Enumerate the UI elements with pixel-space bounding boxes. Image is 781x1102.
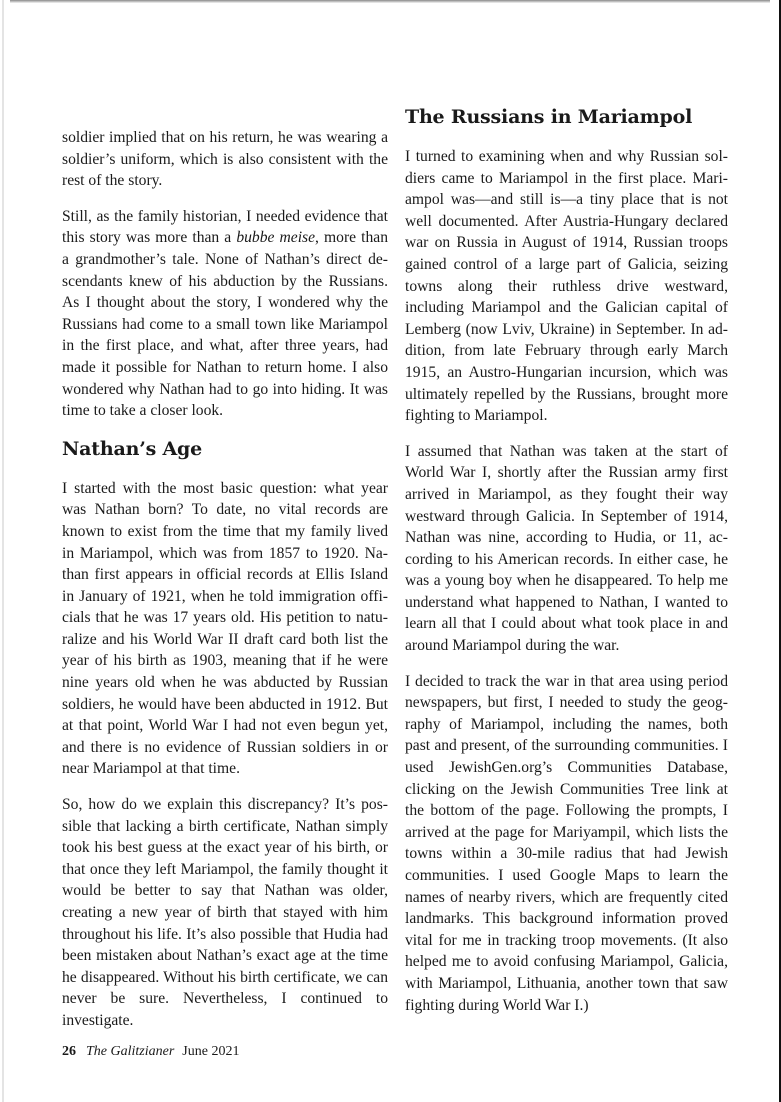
page-footer [62, 1044, 239, 1060]
paragraph-family-historian [62, 206, 388, 422]
right-column [405, 104, 728, 1030]
page-left-edge [2, 0, 4, 1102]
paragraph-text-before: Still, as the family historian, I needed evidence that this story was more than a [62, 207, 388, 247]
section-heading-russians-in-mariampol: The Russians in Mariampol [405, 106, 693, 128]
page-top-edge-shadow [10, 0, 770, 3]
paragraph-text-after: , more than a grandmother’s tale. None of Nathan’s direct descendants knew of his abduction by the Russians. As I thought about the story, I wondered why the Russians had come to a small town like Mariampol in the first place, and what, after three years, had made it possible for Nathan to return home. I also wondered why Nathan had to go into hiding. It was time to take a closer look. [62, 229, 388, 420]
publication-name: The Galitzianer [86, 1044, 175, 1059]
paragraph-soldier-uniform: soldier implied that on his return, he was wearing a soldier’s uniform, which is also consistent with the rest of the story. [62, 129, 388, 190]
paragraph-discrepancy: So, how do we explain this discrepancy? It’s possible that lacking a birth certificate, Nathan simply took his best guess at the exact year of his birth, or that once they left Mariampol, the family thought it would be better to say that Nathan was older, creating a new year of birth that stayed with him throughout his life. It’s also possible that Hudia had been mistaken about Nathan’s exact age at the time he disappeared. Without his birth certificate, we can never be sure. Nevertheless, I continued to investigate. [62, 796, 388, 1029]
paragraph-start-of-war: I assumed that Nathan was taken at the start of World War I, shortly after the Russian army first arrived in Mariampol, as they fought their way westward through Galicia. In September of 1914, Nathan was nine, according to Hudia, or 11, according to his American records. In either case, he was a young boy when he disappeared. To help me understand what happened to Nathan, I wanted to learn all that I could about what took place in and around Mariampol during the war. [405, 442, 728, 655]
page-number: 26 [62, 1044, 76, 1059]
paragraph-tracking-war: I decided to track the war in that area using period newspapers, but first, I needed to study the geography of Mariampol, including the names, both past and present, of the surrounding communities. I used JewishGen.org’s Communities Database, clicking on the Jewish Communities Tree link at the bottom of the page. Following the prompts, I arrived at the page for Mariyampil, which lists the towns within a 30-mile radius that had Jewish communities. I used Google Maps to learn the names of nearby rivers, which are frequently cited landmarks. This background information proved vital for me in tracking troop movements. (It also helped me to avoid confusing Mariampol, Galicia, with Mariampol, Lithuania, another town that saw fighting during World War I.) [405, 672, 728, 1014]
left-column [62, 127, 388, 1046]
paragraph-birth-year-question: I started with the most basic question: what year was Nathan born? To date, no vital records are known to exist from the time that my family lived in Mariampol, which was from 1857 to 1920. Nathan first appears in official records at Ellis Island in January of 1921, when he told immigration officials that he was 17 years old. His petition to naturalize and his World War II draft card both list the year of his birth as 1903, meaning that if he were nine years old when he was abducted by Russian soldiers, he would have been abducted in 1912. But at that point, World War I had not even begun yet, and there is no evidence of Russian soldiers in or near Mariampol at that time. [62, 479, 388, 778]
issue-date: June 2021 [182, 1044, 240, 1059]
paragraph-russian-soldiers: I turned to examining when and why Russian soldiers came to Mariampol in the first place. Mariampol was—and still is—a tiny place that is not well documented. After Austria-Hungary declared war on Russia in August of 1914, Russian troops gained control of a large part of Galicia, seizing towns along their ruthless drive westward, including Mariampol and the Galician capital of Lemberg (now Lviv, Ukraine) in September. In addition, from late February through early March 1915, an Austro-Hungarian incursion, which was ultimately repelled by the Russians, brought more fighting to Mariampol. [405, 148, 728, 425]
section-heading-nathans-age: Nathan’s Age [62, 437, 203, 460]
italic-term-bubbe-meise: bubbe meise [236, 229, 316, 247]
